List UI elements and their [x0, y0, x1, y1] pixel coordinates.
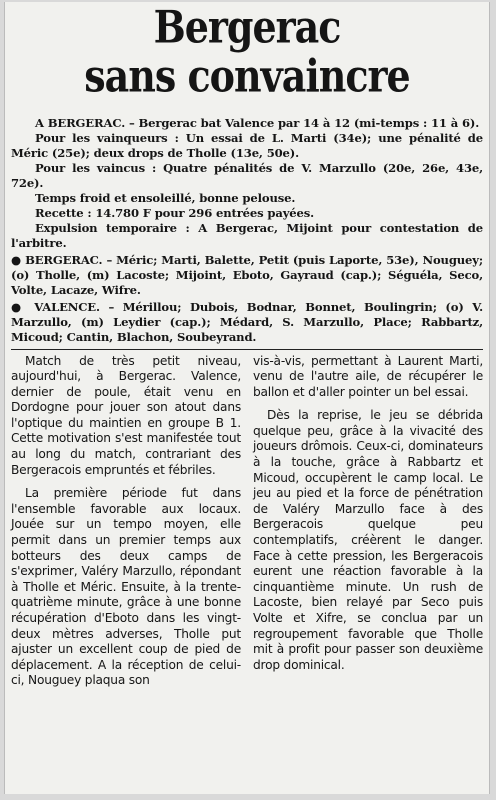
lineup-valence: ● VALENCE. – Mérillou; Dubois, Bodnar, Bonnet, Boulingrin; (o) V. Marzullo, (m) Leydier (cap.); Médard, S. Marzullo, Place; Rabbartz, Micoud; Cantin, Blachon, Soubeyrand. — [11, 299, 483, 344]
summary-expulsion: Expulsion temporaire : A Bergerac, Mijoint pour contestation de l'arbitre. — [11, 220, 483, 250]
section-divider — [11, 349, 483, 350]
article-paragraph: vis-à-vis, permettant à Laurent Marti, venu de l'autre aile, de récupérer le ballon et d'aller pointer un bel essai. — [253, 353, 483, 399]
article-column-left — [11, 354, 241, 697]
headline-line-2: sans convaincre — [84, 48, 410, 102]
summary-weather: Temps froid et ensoleillé, bonne pelouse. — [35, 190, 296, 205]
lineup-bergerac: ● BERGERAC. – Méric; Marti, Balette, Petit (puis Laporte, 53e), Nouguey; (o) Tholle, (m) Lacoste; Mijoint, Eboto, Gayraud (cap.); Séguéla, Seco, Volte, Lacaze, Wifre. — [11, 252, 483, 297]
summary-winners: Pour les vainqueurs : Un essai de L. Marti (34e); une pénalité de Méric (25e); deux drops de Tholle (13e, 50e). — [11, 130, 483, 160]
article-paragraph: Dès la reprise, le jeu se débrida quelque peu, grâce à la vivacité des joueurs drômois. Ceux-ci, dominateurs à la touche, grâce à Rabbartz et Micoud, occupèrent le camp local. Le jeu au pied et la force de pénétration de Valéry Marzullo face à des Bergeracois quelque peu contemplatifs, créèrent le danger. Face à cette pression, les Bergeracois eurent une réaction favorable à la cinquantième minute. Un rush de Lacoste, bien relayé par Seco puis Volte et Xifre, se conclua par un regroupement favorable que Tholle mit à profit pour passer son deuxième drop dominical. — [253, 408, 483, 672]
headline-line-1: Bergerac — [153, 2, 341, 53]
match-summary — [11, 116, 483, 345]
article-paragraph: La première période fut dans l'ensemble favorable aux locaux. Jouée sur un tempo moyen, elle permit dans un premier temps aux botteurs des deux camps de s'exprimer, Valéry Marzullo, répondant à Tholle et Méric. Ensuite, à la trente-quatrième minute, grâce à une bonne récupération d'Eboto dans les vingt-deux mètres adverses, Tholle put ajuster un excellent coup de pied de déplacement. A la réception de celui-ci, Nouguey plaqua son — [11, 486, 241, 688]
article-paragraph: Match de très petit niveau, aujourd'hui, à Bergerac. Valence, dernier de poule, était venu en Dordogne pour jouer son atout dans l'optique du maintien en groupe B 1. Cette motivation s'est manifestée tout au long du match, contrariant des Bergeracois empruntés et fébriles. — [11, 353, 241, 477]
summary-receipts: Recette : 14.780 F pour 296 entrées payées. — [35, 205, 315, 220]
article-column-right — [253, 354, 483, 697]
summary-losers: Pour les vaincus : Quatre pénalités de V. Marzullo (20e, 26e, 43e, 72e). — [11, 160, 483, 190]
summary-lead: A BERGERAC. – Bergerac bat Valence par 14 à 12 (mi-temps : 11 à 6). — [35, 115, 480, 130]
headline — [5, 2, 489, 102]
article-body — [11, 354, 483, 697]
newspaper-clipping — [4, 2, 490, 794]
